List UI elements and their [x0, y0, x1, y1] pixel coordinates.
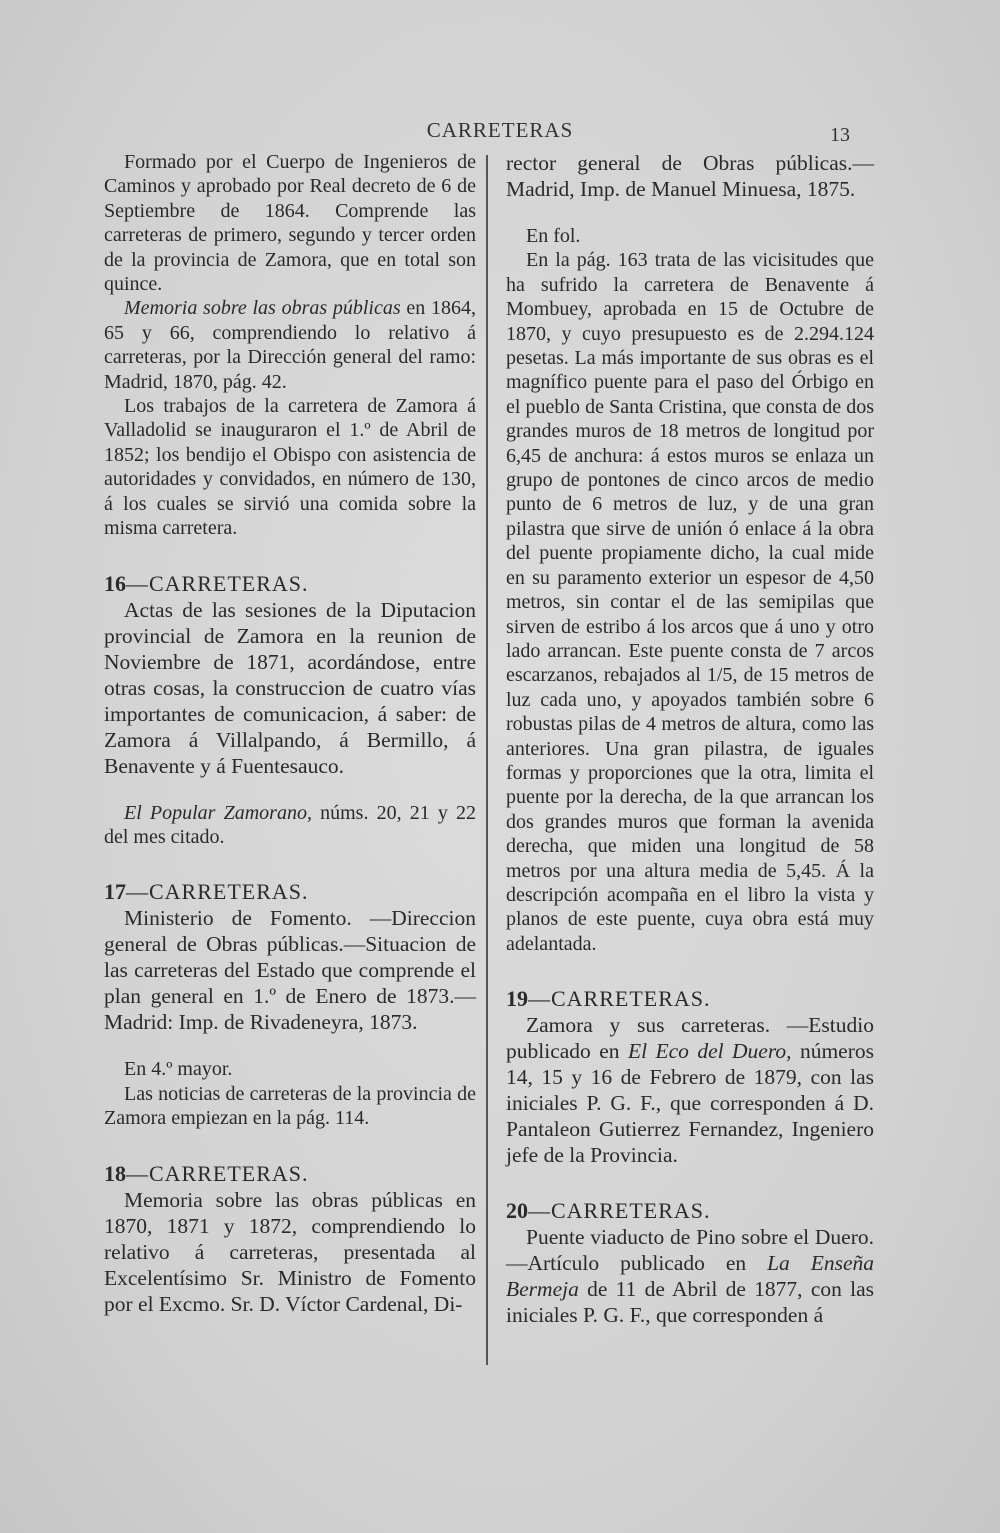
right-column — [506, 150, 874, 1328]
column-divider — [486, 155, 488, 1365]
paragraph: En la pág. 163 trata de las vicisitudes que ha sufrido la carretera de Benavente á Mombuey, aprobada en 15 de Octubre de 1870, y cuyo presupuesto es de 2.294.124 pesetas. La más importante de sus obras es el magnífico puente para el paso del Órbigo en el pueblo de Santa Cristina, que consta de dos grandes muros de 18 metros de longitud por 6,45 de anchura: á estos muros se enlaza un grupo de pontones de cinco arcos de medio punto de 6 metros de luz, y de una gran pilastra que sirve de unión ó enlace á la obra del puente propiamente dicho, la cual mide en su paramento exterior un espesor de 4,50 metros, sin contar el de las semipilas que sirven de estribo á los arcos que á uno y otro lado arrancan. Este puente consta de 7 arcos escarzanos, rebajados al 1/5, de 15 metros de luz cada uno, y apoyados también sobre 6 robustas pilas de 4 metros de altura, como las anteriores. Una gran pilastra, de iguales formas y proporciones que la otra, limita el puente por la derecha, de la que arrancan los dos grandes muros que forman la avenida derecha, que miden una longitud de 58 metros por una altura media de 5,45. Á la descripción acompaña en el libro la vista y planos de este puente, cuya obra está muy adelantada. — [506, 249, 874, 955]
entry-heading: 17—CARRETERAS. — [104, 879, 309, 905]
entry-heading: 16—CARRETERAS. — [104, 570, 309, 596]
paragraph: Memoria sobre las obras públicas en 1864, 65 y 66, comprendiendo lo relativo á carreteras, por la Dirección general del ramo: Madrid, 1870, pág. 42. — [104, 297, 476, 393]
italic-title: El Popular Zamorano, — [124, 801, 312, 824]
paragraph: Actas de las sesiones de la Diputacion provincial de Zamora en la reunion de Noviembre de 1871, acordándose, entre otras cosas, la construccion de cuatro vías importantes de comunicacion, á saber: de Zamora á Villalpando, á Bermillo, á Benavente y á Fuentesauco. — [104, 597, 476, 778]
entry-heading: 19—CARRETERAS. — [506, 986, 711, 1012]
paragraph: Memoria sobre las obras públicas en 1870, 1871 y 1872, comprendiendo lo relativo á carreteras, presentada al Excelentísimo Sr. Ministro de Fomento por el Excmo. Sr. D. Víctor Cardenal, Di- — [104, 1187, 476, 1316]
italic-title: Memoria sobre las obras públicas — [124, 297, 401, 320]
entry-heading: 20—CARRETERAS. — [506, 1198, 711, 1224]
paragraph: Zamora y sus carreteras. —Estudio publicado en El Eco del Duero, números 14, 15 y 16 de Febrero de 1879, con las iniciales P. G. F., que corresponden á D. Pantaleon Gutierrez Fernandez, Ingeniero jefe de la Provincia. — [506, 1013, 875, 1168]
page-number: 13 — [830, 124, 850, 146]
paragraph: rector general de Obras públicas.—Madrid, Imp. de Manuel Minuesa, 1875. — [506, 151, 874, 201]
paragraph: Puente viaducto de Pino sobre el Duero.—Artículo publicado en La Enseña Bermeja de 11 de Abril de 1877, con las iniciales P. G. F., que corresponden á — [506, 1225, 875, 1328]
paragraph: Ministerio de Fomento. —Direccion general de Obras públicas.—Situacion de las carreteras del Estado que comprende el plan general en 1.º de Enero de 1873.—Madrid: Imp. de Rivadeneyra, 1873. — [104, 906, 476, 1035]
paragraph: El Popular Zamorano, núms. 20, 21 y 22 del mes citado. — [104, 801, 477, 848]
paragraph: En fol. — [526, 225, 581, 247]
paragraph: Formado por el Cuerpo de Ingenieros de Caminos y aprobado por Real decreto de 6 de Septiembre de 1864. Comprende las carreteras de primero, segundo y tercer orden de la provincia de Zamora, que en total son quince. — [104, 151, 476, 296]
paragraph: En 4.º mayor. — [124, 1058, 233, 1081]
running-head: CARRETERAS — [426, 118, 574, 142]
paragraph: Las noticias de carreteras de la provincia de Zamora empiezan en la pág. 114. — [104, 1082, 476, 1130]
paragraph: Los trabajos de la carretera de Zamora á Valladolid se inauguraron el 1.º de Abril de 1852; los bendijo el Obispo con asistencia de autoridades y convidados, en número de 130, á los cuales se sirvió una comida sobre la misma carretera. — [104, 395, 476, 540]
left-column — [104, 150, 476, 1317]
entry-heading: 18—CARRETERAS. — [104, 1160, 309, 1186]
italic-title: El Eco del Duero, — [627, 1039, 792, 1064]
italic-title: La Enseña Bermeja — [506, 1251, 875, 1302]
